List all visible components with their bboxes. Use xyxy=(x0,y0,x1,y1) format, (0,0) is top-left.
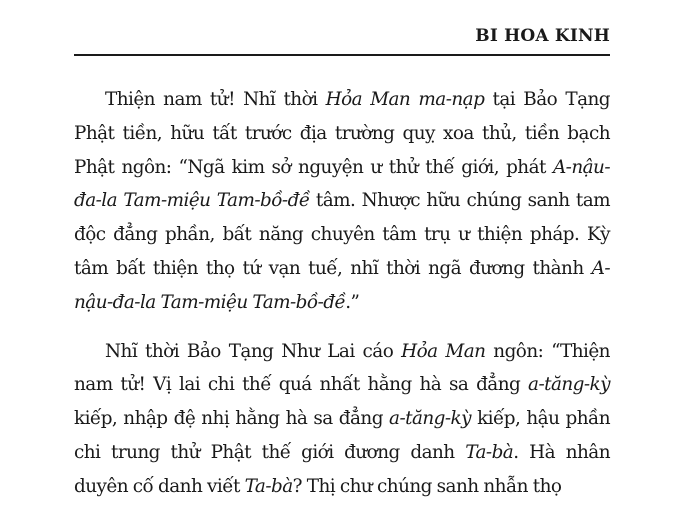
paragraph xyxy=(74,335,610,504)
text-run: ? Thị chư chúng sanh nhẫn thọ xyxy=(292,475,562,497)
italic-term: Hỏa Man ma-nạp xyxy=(325,89,485,110)
running-header xyxy=(74,24,610,56)
text-run: tại Bảo Tạng Phật tiền, hữu tất trước địa trường quỵ xoa thủ, tiền bạch Phật ngôn: “Ngã kim sở nguyện ư thử thế giới, phát xyxy=(74,89,610,178)
italic-term: A-nậu-đa-la Tam-miệu Tam-bồ-đề xyxy=(74,156,610,212)
text-run: .” xyxy=(345,291,360,313)
text-run: tâm. Nhược hữu chúng sanh tam độc đẳng phần, bất năng chuyên tâm trụ ư thiện pháp. Kỳ tâm bất thiện thọ tứ vạn tuế, nhĩ thời ngã đương thành xyxy=(74,190,611,279)
text-run: . Hà nhân duyên cố danh viết xyxy=(74,441,610,497)
italic-term: Hỏa Man xyxy=(401,340,486,362)
page-body xyxy=(74,83,610,519)
italic-term: a-tăng-kỳ xyxy=(389,408,471,430)
paragraph xyxy=(74,83,610,320)
text-run: kiếp, hậu phần chi trung thử Phật thế giới đương danh xyxy=(74,408,610,463)
italic-term: Ta-bà xyxy=(244,475,293,497)
italic-term: A-nậu-đa-la Tam-miệu Tam-bồ-đề xyxy=(74,257,610,313)
italic-term: a-tăng-kỳ xyxy=(528,374,610,396)
text-run: Nhĩ thời Bảo Tạng Như Lai cáo xyxy=(105,340,402,362)
book-title: BI HOA KINH xyxy=(475,26,610,46)
text-run: Thiện nam tử! Nhĩ thời xyxy=(105,89,326,110)
italic-term: Ta-bà xyxy=(465,441,514,463)
text-run: ngôn: “Thiện nam tử! Vị lai chi thế quá nhất hằng hà sa đẳng xyxy=(74,340,610,396)
text-run: kiếp, nhập đệ nhị hằng hà sa đẳng xyxy=(74,408,390,430)
